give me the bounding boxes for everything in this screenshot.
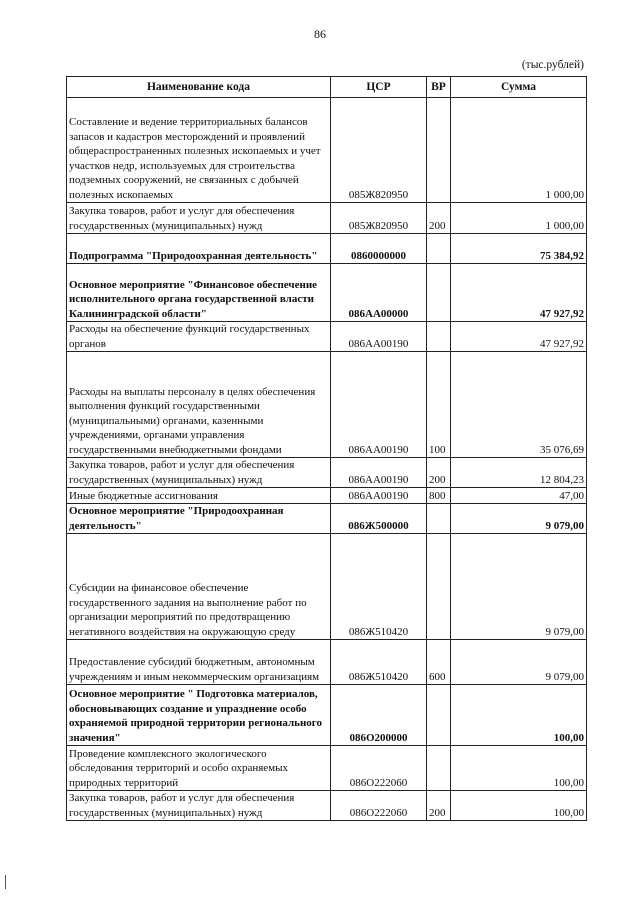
- row-sum: 12 804,23: [451, 458, 587, 488]
- row-name: Расходы на обеспечение функций государственных органов: [67, 322, 331, 352]
- row-name: Основное мероприятие "Финансовое обеспечение исполнительного органа государственной власти Калининградской области": [67, 264, 331, 322]
- table-row: [67, 504, 587, 534]
- row-vr: [427, 746, 451, 791]
- table-row: [67, 322, 587, 352]
- table-row: [67, 234, 587, 264]
- table-row: [67, 98, 587, 203]
- row-sum: 9 079,00: [451, 640, 587, 685]
- header-csr: ЦСР: [331, 77, 427, 98]
- row-vr: [427, 534, 451, 640]
- row-csr: 086О222060: [331, 791, 427, 821]
- row-sum: 100,00: [451, 685, 587, 746]
- table-row: [67, 685, 587, 746]
- row-sum: 9 079,00: [451, 504, 587, 534]
- row-name: Основное мероприятие " Подготовка материалов, обосновывающих создание и упразднение особо охраняемой природной территории регионального значения": [67, 685, 331, 746]
- row-sum: 35 076,69: [451, 352, 587, 458]
- margin-mark: [5, 875, 6, 889]
- row-name: Расходы на выплаты персоналу в целях обеспечения выполнения функций государственными (муниципальными) органами, казенными учреждениями, органами управления государственными внебюджетными фондами: [67, 352, 331, 458]
- row-sum: 47,00: [451, 488, 587, 504]
- row-name: Закупка товаров, работ и услуг для обеспечения государственных (муниципальных) нужд: [67, 791, 331, 821]
- table-row: [67, 458, 587, 488]
- table-row: [67, 203, 587, 234]
- row-sum: 47 927,92: [451, 322, 587, 352]
- row-vr: 200: [427, 458, 451, 488]
- row-name: Предоставление субсидий бюджетным, автономным учреждениям и иным некоммерческим организациям: [67, 640, 331, 685]
- row-name: Закупка товаров, работ и услуг для обеспечения государственных (муниципальных) нужд: [67, 203, 331, 234]
- row-csr: 0860000000: [331, 234, 427, 264]
- row-csr: 086АА00190: [331, 488, 427, 504]
- row-name: Основное мероприятие "Природоохранная деятельность": [67, 504, 331, 534]
- table-row: [67, 746, 587, 791]
- table-row: [67, 534, 587, 640]
- units-label: (тыс.рублей): [521, 59, 584, 71]
- row-vr: [427, 504, 451, 534]
- row-vr: 600: [427, 640, 451, 685]
- row-csr: 086О222060: [331, 746, 427, 791]
- row-vr: 200: [427, 203, 451, 234]
- row-csr: 085Ж820950: [331, 203, 427, 234]
- row-vr: 800: [427, 488, 451, 504]
- row-csr: 086Ж510420: [331, 640, 427, 685]
- row-csr: 086АА00190: [331, 458, 427, 488]
- row-vr: 200: [427, 791, 451, 821]
- row-name: Проведение комплексного экологического обследования территорий и особо охраняемых природных территорий: [67, 746, 331, 791]
- header-vr: ВР: [427, 77, 451, 98]
- row-vr: [427, 322, 451, 352]
- row-name: Подпрограмма "Природоохранная деятельность": [67, 234, 331, 264]
- budget-table: [66, 76, 587, 821]
- row-name: Составление и ведение территориальных балансов запасов и кадастров месторождений и проявлений общераспространенных полезных ископаемых и учет участков недр, используемых для строительства подземных сооружений, не связанных с добычей полезных ископаемых: [67, 98, 331, 203]
- row-name: Закупка товаров, работ и услуг для обеспечения государственных (муниципальных) нужд: [67, 458, 331, 488]
- table-row: [67, 352, 587, 458]
- row-vr: [427, 264, 451, 322]
- table-row: [67, 264, 587, 322]
- row-sum: 100,00: [451, 746, 587, 791]
- row-csr: 085Ж820950: [331, 98, 427, 203]
- row-name: Иные бюджетные ассигнования: [67, 488, 331, 504]
- row-csr: 086АА00000: [331, 264, 427, 322]
- header-sum: Сумма: [451, 77, 587, 98]
- table-header-row: [67, 77, 587, 98]
- row-vr: [427, 234, 451, 264]
- row-csr: 086О200000: [331, 685, 427, 746]
- row-csr: 086АА00190: [331, 322, 427, 352]
- row-sum: 47 927,92: [451, 264, 587, 322]
- row-sum: 1 000,00: [451, 203, 587, 234]
- row-vr: 100: [427, 352, 451, 458]
- table-row: [67, 488, 587, 504]
- row-csr: 086Ж500000: [331, 504, 427, 534]
- table-row: [67, 640, 587, 685]
- row-sum: 1 000,00: [451, 98, 587, 203]
- row-sum: 9 079,00: [451, 534, 587, 640]
- row-vr: [427, 98, 451, 203]
- row-name: Субсидии на финансовое обеспечение государственного задания на выполнение работ по организации мероприятий по предотвращению негативного воздействия на окружающую среду: [67, 534, 331, 640]
- row-vr: [427, 685, 451, 746]
- row-csr: 086Ж510420: [331, 534, 427, 640]
- row-csr: 086АА00190: [331, 352, 427, 458]
- row-sum: 100,00: [451, 791, 587, 821]
- header-name: Наименование кода: [67, 77, 331, 98]
- page-number: 86: [314, 27, 326, 41]
- row-sum: 75 384,92: [451, 234, 587, 264]
- table-row: [67, 791, 587, 821]
